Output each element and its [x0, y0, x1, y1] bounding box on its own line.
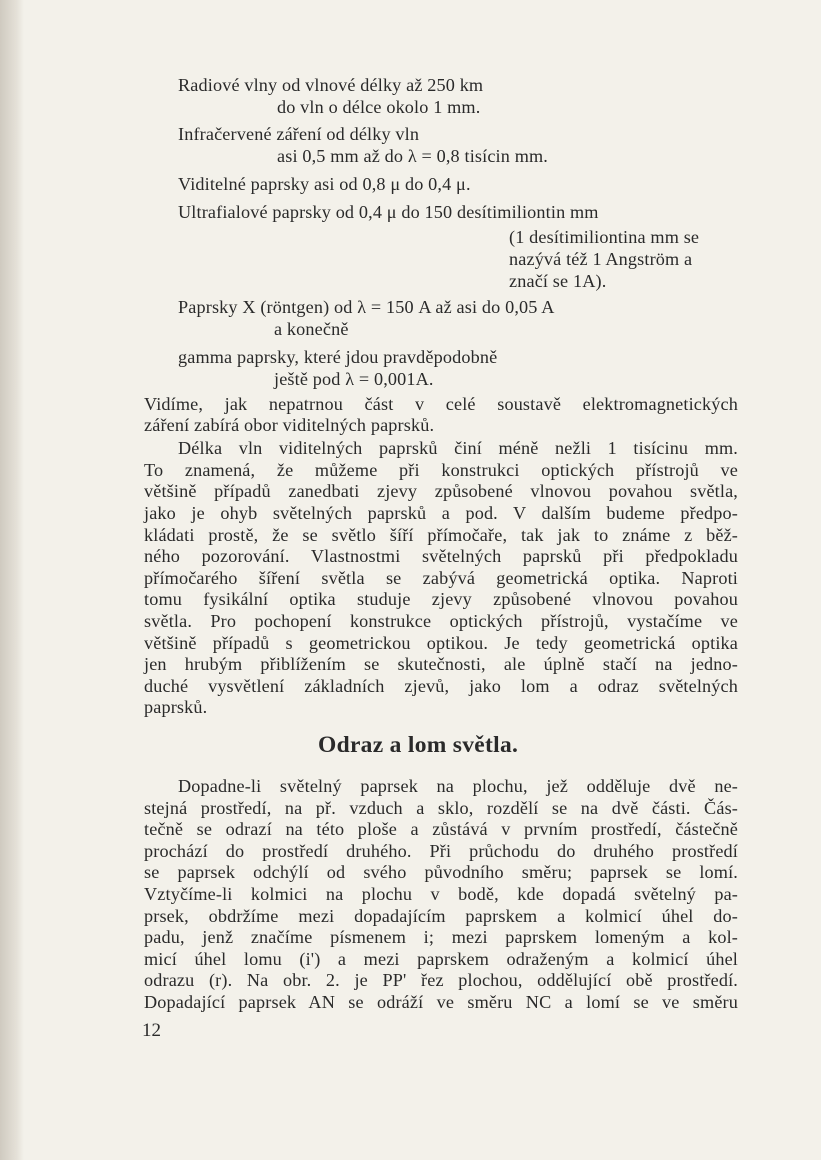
paragraph-line: tomu fysikální optika studuje zjevy způsobené vlnovou povahou [144, 589, 738, 609]
paragraph-line: duché vysvětlení základních zjevů, jako lom a odraz světelných [144, 676, 738, 696]
paragraph-line: jako je ohyb světelných paprsků a pod. V dalším budeme předpo- [144, 503, 738, 523]
paragraph-line: Vidíme, jak nepatrnou část v celé soustavě elektromagnetických [144, 394, 738, 414]
paragraph-line: paprsků. [144, 697, 208, 717]
list-visible-line: Viditelné paprsky asi od 0,8 μ do 0,4 μ. [178, 174, 471, 194]
list-infrared-line-2: asi 0,5 mm až do λ = 0,8 tisícin mm. [277, 146, 548, 166]
paragraph-line: micí úhel lomu (i') a mezi paprskem odraženým a kolmicí úhel [144, 949, 738, 969]
page-number: 12 [142, 1020, 161, 1041]
paragraph-line: Dopadne-li světelný paprsek na plochu, jež odděluje dvě ne- [178, 776, 738, 796]
list-gamma-line-1: gamma paprsky, které jdou pravděpodobně [178, 347, 498, 367]
paragraph-line: přímočarého šíření světla se zabývá geometrická optika. Naproti [144, 568, 738, 588]
list-ultraviolet-line-2: (1 desítimiliontina mm se [509, 227, 700, 247]
list-radio-line-1: Radiové vlny od vlnové délky až 250 km [178, 75, 484, 95]
paragraph-line: většině případů zanedbati zjevy způsobené vlnovou povahou světla, [144, 481, 738, 501]
paragraph-line: světla. Pro pochopení konstrukce optických přístrojů, vystačíme ve [144, 611, 738, 631]
list-ultraviolet-line-3: nazývá též 1 Angström a [509, 249, 693, 269]
list-gamma-line-2: ještě pod λ = 0,001A. [274, 369, 434, 389]
list-infrared-line-1: Infračervené záření od délky vln [178, 124, 420, 144]
paragraph-line: většině případů s geometrickou optikou. Je tedy geometrická optika [144, 633, 738, 653]
list-ultraviolet-line-1: Ultrafialové paprsky od 0,4 μ do 150 desítimiliontin mm [178, 202, 599, 222]
paragraph-line: padu, jenž značíme písmenem i; mezi paprskem lomeným a kol- [144, 927, 738, 947]
list-xray-line-2: a konečně [274, 319, 349, 339]
list-ultraviolet-line-4: značí se 1A). [509, 271, 607, 291]
list-radio-line-2: do vln o délce okolo 1 mm. [277, 97, 481, 117]
paragraph-line: kládati prostě, že se světlo šíří přímočaře, tak jak to známe z běž- [144, 525, 738, 545]
paragraph-line: se paprsek odchýlí od svého původního směru; paprsek se lomí. [144, 862, 738, 882]
paragraph-line: tečně se odrazí na této ploše a zůstává v prvním prostředí, částečně [144, 819, 738, 839]
paragraph-line: prochází do prostředí druhého. Při průchodu do druhého prostředí [144, 841, 738, 861]
paragraph-line: To znamená, že můžeme při konstrukci optických přístrojů ve [144, 460, 738, 480]
paragraph-line: Délka vln viditelných paprsků činí méně nežli 1 tisícinu mm. [178, 438, 738, 458]
paragraph-line: Dopadající paprsek AN se odráží ve směru NC a lomí se ve směru [144, 992, 738, 1012]
paragraph-line: Vztyčíme-li kolmici na plochu v bodě, kde dopadá světelný pa- [144, 884, 738, 904]
paragraph-line: jen hrubým přiblížením se skutečnosti, ale úplně stačí na jedno- [144, 654, 738, 674]
paragraph-line: stejná prostředí, na př. vzduch a sklo, rozdělí se na dvě části. Čás- [144, 798, 738, 818]
paragraph-line: záření zabírá obor viditelných paprsků. [144, 415, 435, 435]
section-heading: Odraz a lom světla. [318, 732, 519, 758]
list-xray-line-1: Paprsky X (röntgen) od λ = 150 A až asi do 0,05 A [178, 297, 555, 317]
paragraph-line: prsek, obdržíme mezi dopadajícím paprskem a kolmicí úhel do- [144, 906, 738, 926]
paragraph-line: odrazu (r). Na obr. 2. je PP' řez plochou, oddělující obě prostředí. [144, 970, 738, 990]
paragraph-line: ného pozorování. Vlastnostmi světelných paprsků při předpokladu [144, 546, 738, 566]
